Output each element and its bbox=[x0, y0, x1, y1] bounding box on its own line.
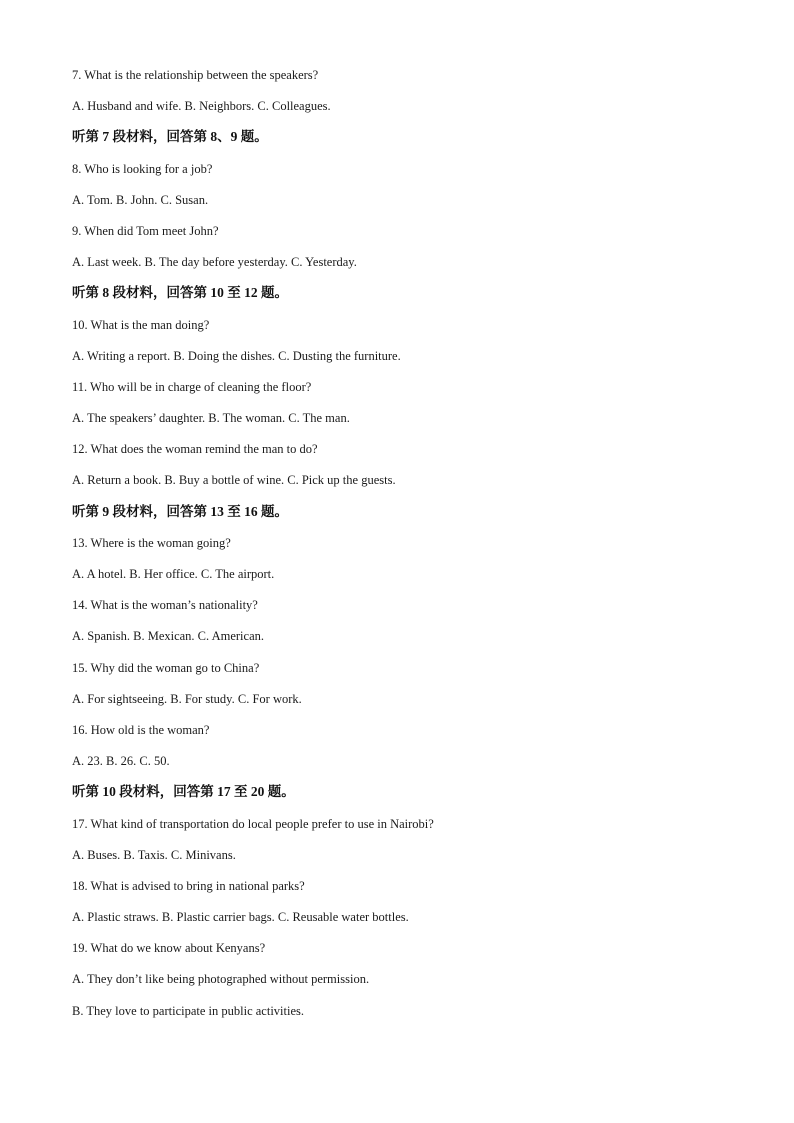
question-12: 12. What does the woman remind the man to do? bbox=[72, 442, 318, 457]
options-17: A. Buses. B. Taxis. C. Minivans. bbox=[72, 847, 236, 862]
options-16: A. 23. B. 26. C. 50. bbox=[72, 754, 170, 769]
question-17: 17. What kind of transportation do local people prefer to use in Nairobi? bbox=[72, 816, 434, 831]
question-14: 14. What is the woman’s nationality? bbox=[72, 598, 258, 613]
question-9: 9. When did Tom meet John? bbox=[72, 223, 219, 238]
options-9: A. Last week. B. The day before yesterday. C. Yesterday. bbox=[72, 255, 357, 270]
question-8: 8. Who is looking for a job? bbox=[72, 161, 213, 176]
options-10: A. Writing a report. B. Doing the dishes. C. Dusting the furniture. bbox=[72, 348, 401, 363]
options-7: A. Husband and wife. B. Neighbors. C. Colleagues. bbox=[72, 99, 331, 114]
options-18: A. Plastic straws. B. Plastic carrier bags. C. Reusable water bottles. bbox=[72, 910, 409, 925]
question-10: 10. What is the man doing? bbox=[72, 317, 210, 332]
section-heading-7: 听第 7 段材料，回答第 8、9 题。 bbox=[72, 129, 268, 145]
section-heading-9: 听第 9 段材料，回答第 13 至 16 题。 bbox=[72, 503, 288, 519]
question-11: 11. Who will be in charge of cleaning the floor? bbox=[72, 379, 312, 394]
options-19-a: A. They don’t like being photographed without permission. bbox=[72, 972, 370, 987]
options-12: A. Return a book. B. Buy a bottle of wine. C. Pick up the guests. bbox=[72, 473, 396, 488]
question-7: 7. What is the relationship between the speakers? bbox=[72, 68, 319, 82]
section-heading-10: 听第 10 段材料，回答第 17 至 20 题。 bbox=[72, 784, 295, 800]
section-heading-8: 听第 8 段材料，回答第 10 至 12 题。 bbox=[72, 285, 288, 301]
question-18: 18. What is advised to bring in national parks? bbox=[72, 878, 305, 893]
options-11: A. The speakers’ daughter. B. The woman. C. The man. bbox=[72, 411, 350, 426]
question-19: 19. What do we know about Kenyans? bbox=[72, 941, 266, 956]
options-19-b: B. They love to participate in public activities. bbox=[72, 1003, 305, 1018]
question-16: 16. How old is the woman? bbox=[72, 722, 210, 737]
question-13: 13. Where is the woman going? bbox=[72, 535, 231, 550]
options-13: A. A hotel. B. Her office. C. The airport. bbox=[72, 567, 275, 581]
exam-content bbox=[72, 64, 752, 1031]
options-14: A. Spanish. B. Mexican. C. American. bbox=[72, 629, 264, 644]
options-8: A. Tom. B. John. C. Susan. bbox=[72, 192, 209, 207]
options-15: A. For sightseeing. B. For study. C. For work. bbox=[72, 691, 302, 706]
question-15: 15. Why did the woman go to China? bbox=[72, 660, 260, 675]
